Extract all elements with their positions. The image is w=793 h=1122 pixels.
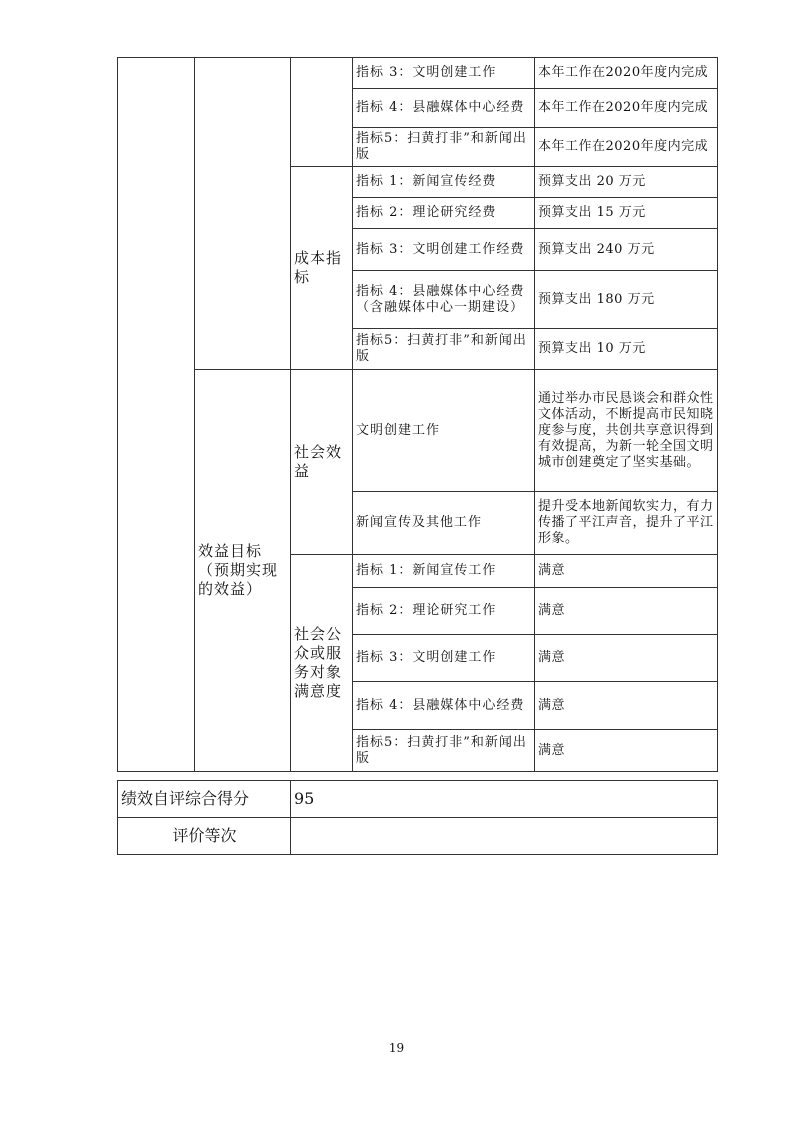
indicator-cell: 指标 2：理论研究经费 xyxy=(353,198,535,229)
value-cell: 满意 xyxy=(535,730,718,772)
outer-blank-cell xyxy=(118,58,195,772)
summary-table xyxy=(117,780,718,855)
grade-label: 评价等次 xyxy=(118,818,291,855)
value-cell: 本年工作在2020年度内完成 xyxy=(535,58,718,89)
satisfaction-category-cell: 社会公众或服务对象满意度 xyxy=(291,555,353,772)
value-cell: 满意 xyxy=(535,555,718,588)
value-cell: 满意 xyxy=(535,682,718,730)
indicator-cell: 指标 3：文明创建工作经费 xyxy=(353,229,535,271)
indicator-cell: 指标5：扫黄打非”和新闻出版 xyxy=(353,329,535,370)
value-cell: 满意 xyxy=(535,588,718,635)
social-category-cell: 社会效益 xyxy=(291,370,353,555)
category-blank-cell xyxy=(291,58,353,167)
score-row xyxy=(118,781,718,818)
indicator-cell: 指标 4：县融媒体中心经费 xyxy=(353,682,535,730)
page-number: 19 xyxy=(388,1041,405,1055)
indicator-cell: 指标 3：文明创建工作 xyxy=(353,635,535,682)
value-cell: 提升受本地新闻软实力，有力传播了平江声音，提升了平江形象。 xyxy=(535,492,718,555)
value-cell: 本年工作在2020年度内完成 xyxy=(535,89,718,128)
value-cell: 预算支出 10 万元 xyxy=(535,329,718,370)
value-cell: 预算支出 180 万元 xyxy=(535,271,718,329)
indicator-cell: 指标 3：文明创建工作 xyxy=(353,58,535,89)
indicator-cell: 指标5：扫黄打非”和新闻出版 xyxy=(353,730,535,772)
value-cell: 预算支出 20 万元 xyxy=(535,167,718,198)
indicator-cell: 指标 4：县融媒体中心经费 xyxy=(353,89,535,128)
benefit-target-cell: 效益目标（预期实现的效益） xyxy=(195,370,291,772)
indicator-cell: 文明创建工作 xyxy=(353,370,535,492)
table-row xyxy=(118,58,718,89)
value-cell: 通过举办市民恳谈会和群众性文体活动，不断提高市民知晓度参与度，共创共享意识得到有效提高，为新一轮全国文明城市创建奠定了坚实基础。 xyxy=(535,370,718,492)
value-cell: 预算支出 15 万元 xyxy=(535,198,718,229)
indicator-cell: 指标 2：理论研究工作 xyxy=(353,588,535,635)
grade-row xyxy=(118,818,718,855)
score-label: 绩效自评综合得分 xyxy=(118,781,291,818)
table-row xyxy=(118,370,718,492)
indicator-cell: 指标 1：新闻宣传经费 xyxy=(353,167,535,198)
value-cell: 本年工作在2020年度内完成 xyxy=(535,128,718,167)
target-blank-cell xyxy=(195,58,291,370)
performance-table xyxy=(117,57,718,772)
score-value: 95 xyxy=(291,781,718,818)
indicator-cell: 指标 4：县融媒体中心经费（含融媒体中心一期建设） xyxy=(353,271,535,329)
indicator-cell: 指标 1：新闻宣传工作 xyxy=(353,555,535,588)
indicator-cell: 指标5：扫黄打非”和新闻出版 xyxy=(353,128,535,167)
cost-category-cell: 成本指标 xyxy=(291,167,353,370)
value-cell: 预算支出 240 万元 xyxy=(535,229,718,271)
indicator-cell: 新闻宣传及其他工作 xyxy=(353,492,535,555)
grade-value xyxy=(291,818,718,855)
value-cell: 满意 xyxy=(535,635,718,682)
